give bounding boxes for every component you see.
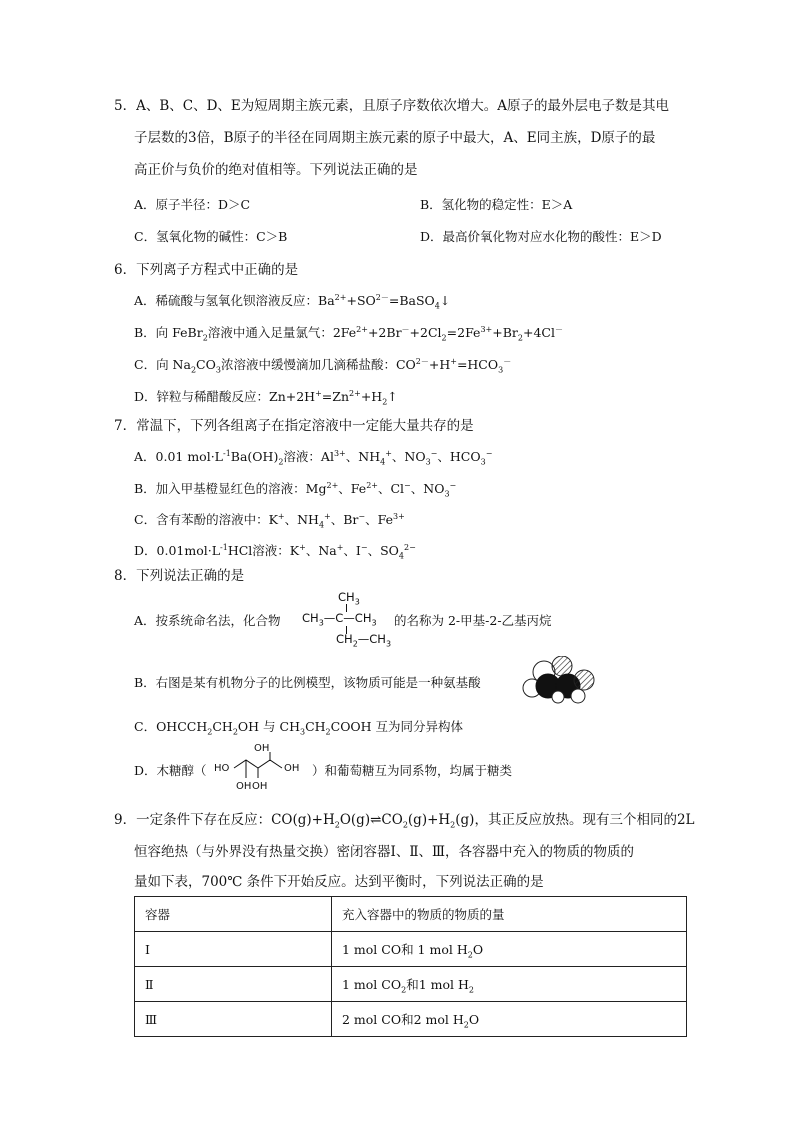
q6-option-a: A．稀硫酸与氢氧化钡溶液反应：$Ba^{2+}+SO^{2-}=BaSO_4↓$ xyxy=(134,292,451,311)
table-header-content: 充入容器中的物质的物质的量 xyxy=(332,897,687,932)
ball-model-image xyxy=(518,656,600,704)
atom-o-2 xyxy=(574,670,594,690)
q8-structure-a xyxy=(302,590,392,648)
q5-option-a: A．原子半径：D＞C xyxy=(134,197,251,212)
table-header-vessel: 容器 xyxy=(135,897,332,932)
atom-o-1 xyxy=(552,656,572,676)
xylitol-structure xyxy=(214,742,310,794)
table-cell-vessel: Ⅰ xyxy=(135,932,332,967)
table-header-row xyxy=(135,897,687,932)
xylitol-oh-right: OH xyxy=(284,763,300,774)
struct-a-bottom-group: $CH_2—CH_3$ xyxy=(336,632,392,649)
q5-stem-line1: 5．A、B、C、D、E为短周期主族元素，且原子序数依次增大。A原子的最外层电子数是其电 xyxy=(114,98,670,114)
q7-option-c: C．含有苯酚的溶液中：K+、$NH_4^+$、Br−、$Fe^{3+}$ xyxy=(134,511,405,530)
q7-option-b: B．加入甲基橙显红色的溶液：$Mg^{2+}$、$Fe^{2+}$、Cl−、$NO_3^-$ xyxy=(134,480,457,499)
q6-option-d: D．锌粒与稀醋酸反应：$Zn+2H^+=Zn^{2+}+H_2↑$ xyxy=(134,388,398,407)
table-row xyxy=(135,932,687,967)
q7-option-a: A．0.01 $mol\cdot L^{-1}Ba(OH)_2$溶液：$Al^{3+}$、$NH_4^+$、$NO_3^-$、$HCO_3^-$ xyxy=(134,448,493,467)
q9-table xyxy=(134,896,687,1037)
q5-stem-line3: 高正价与负价的绝对值相等。下列说法正确的是 xyxy=(134,162,418,178)
q8-option-d-suffix: ）和葡萄糖互为同系物，均属于糖类 xyxy=(312,763,513,778)
table-cell-vessel: Ⅱ xyxy=(135,967,332,1002)
q6-option-b: B．向 FeBr$_2$溶液中通入足量氯气：$2Fe^{2+}+2Br^-+2Cl_2=2Fe^{3+}+Br_2+4Cl^-$ xyxy=(134,324,563,343)
xylitol-ho-left: HO xyxy=(214,763,230,774)
q5-option-b: B．氢化物的稳定性：E＞A xyxy=(420,197,573,212)
struct-a-mid-row: $CH_3—C—CH_3$ xyxy=(302,611,377,628)
table-row xyxy=(135,967,687,1002)
q5-option-d: D．最高价氧化物对应水化物的酸性：E＞D xyxy=(420,229,662,244)
table-cell-content: 2 mol CO和2 mol $H_2O$ xyxy=(332,1002,687,1037)
q8-option-a-prefix: A．按系统命名法，化合物 xyxy=(134,613,281,628)
q5-option-c: C．氢氧化物的碱性：C＞B xyxy=(134,229,288,244)
xylitol-oh-top: OH xyxy=(254,743,270,754)
q6-stem: 6．下列离子方程式中正确的是 xyxy=(114,262,299,278)
q8-option-c: C．$OHCCH_2CH_2OH$ 与 $CH_3CH_2COOH$ 互为同分异构体 xyxy=(134,719,464,737)
q9-stem-line2: 恒容绝热（与外界没有热量交换）密闭容器Ⅰ、Ⅱ、Ⅲ，各容器中充入的物质的物质的 xyxy=(134,844,635,860)
xylitol-oh-bottom-1: OH xyxy=(236,781,252,792)
q8-option-d-prefix: D．木糖醇（ xyxy=(134,763,207,778)
q8-option-b: B．右图是某有机物分子的比例模型，该物质可能是一种氨基酸 xyxy=(134,675,481,690)
xylitol-oh-bottom-2: OH xyxy=(252,781,268,792)
table-cell-vessel: Ⅲ xyxy=(135,1002,332,1037)
q9-stem-line3: 量如下表，700℃ 条件下开始反应。达到平衡时，下列说法正确的是 xyxy=(134,874,544,890)
struct-a-top-group: $CH_3$ xyxy=(338,590,360,607)
q9-stem-line1: 9．一定条件下存在反应：$CO(g)+H_2O(g)\rightleftharpoons CO_2(g)+H_2(g)$，其正反应放热。现有三个相同的2L xyxy=(114,812,695,830)
xylitol-chain xyxy=(234,760,282,768)
q7-option-d: D．$0.01mol\cdot L^{-1}HCl$溶液：K+、Na+、I−、$SO_4^{2-}$ xyxy=(134,542,416,561)
q5-stem-line2: 子层数的3倍，B原子的半径在同周期主族元素的原子中最大，A、E同主族，D原子的最 xyxy=(134,130,656,146)
q7-stem: 7．常温下，下列各组离子在指定溶液中一定能大量共存的是 xyxy=(114,418,474,434)
q6-option-c: C．向 $Na_2CO_3$浓溶液中缓慢滴加几滴稀盐酸：$CO^{2-}+H^+=HCO_3^-$ xyxy=(134,356,512,375)
table-row xyxy=(135,1002,687,1037)
q8-option-a-suffix: 的名称为 2-甲基-2-乙基丙烷 xyxy=(394,613,552,628)
atom-h-3 xyxy=(571,689,585,703)
table-cell-content: 1 mol CO和 1 mol $H_2O$ xyxy=(332,932,687,967)
atom-h-4 xyxy=(552,691,564,703)
table-cell-content: 1 mol $CO_2$和1 mol $H_2$ xyxy=(332,967,687,1002)
q8-stem: 8．下列说法正确的是 xyxy=(114,568,245,584)
equilibrium-arrow: ⇌ xyxy=(370,812,382,828)
